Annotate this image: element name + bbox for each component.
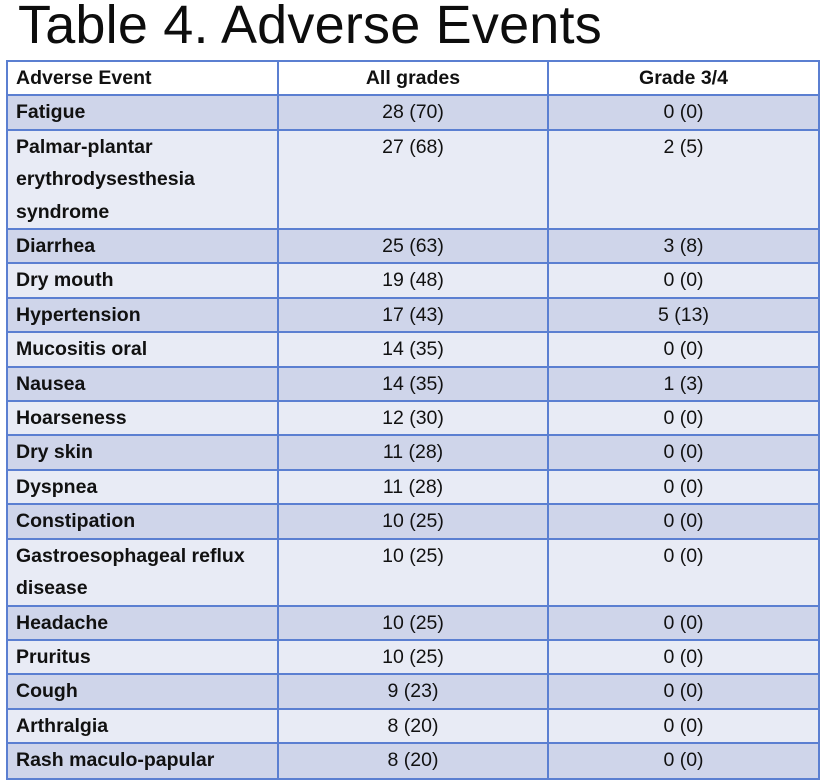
all-grades-cell: 14 (35)	[278, 367, 548, 401]
all-grades-cell: 17 (43)	[278, 298, 548, 332]
table-row	[7, 539, 819, 606]
grade-3-4-cell: 2 (5)	[548, 130, 819, 229]
event-cell: Nausea	[7, 367, 278, 401]
all-grades-cell: 25 (63)	[278, 229, 548, 263]
grade-3-4-cell: 3 (8)	[548, 229, 819, 263]
event-cell: Dry mouth	[7, 263, 278, 297]
column-header-grade-3-4: Grade 3/4	[548, 61, 819, 95]
grade-3-4-cell: 5 (13)	[548, 298, 819, 332]
table-row	[7, 401, 819, 435]
grade-3-4-cell: 0 (0)	[548, 709, 819, 743]
event-cell: Hypertension	[7, 298, 278, 332]
grade-3-4-cell: 0 (0)	[548, 674, 819, 708]
table-row	[7, 709, 819, 743]
event-cell: Fatigue	[7, 95, 278, 129]
table-row	[7, 130, 819, 229]
all-grades-cell: 19 (48)	[278, 263, 548, 297]
grade-3-4-cell: 0 (0)	[548, 332, 819, 366]
column-header-adverse-event: Adverse Event	[7, 61, 278, 95]
table-row	[7, 674, 819, 708]
grade-3-4-cell: 0 (0)	[548, 401, 819, 435]
event-cell: Cough	[7, 674, 278, 708]
table-row	[7, 263, 819, 297]
grade-3-4-cell: 1 (3)	[548, 367, 819, 401]
grade-3-4-cell: 0 (0)	[548, 263, 819, 297]
grade-3-4-cell: 0 (0)	[548, 95, 819, 129]
grade-3-4-cell: 0 (0)	[548, 606, 819, 640]
table-row	[7, 229, 819, 263]
all-grades-cell: 10 (25)	[278, 640, 548, 674]
event-cell: Palmar-plantar erythrodysesthesia syndrome	[7, 130, 278, 229]
all-grades-cell: 11 (28)	[278, 435, 548, 469]
table-row	[7, 367, 819, 401]
grade-3-4-cell: 0 (0)	[548, 640, 819, 674]
all-grades-cell: 27 (68)	[278, 130, 548, 229]
table-row	[7, 470, 819, 504]
page-title: Table 4. Adverse Events	[18, 0, 602, 55]
event-cell: Gastroesophageal reflux disease	[7, 539, 278, 606]
grade-3-4-cell: 0 (0)	[548, 504, 819, 538]
event-cell: Pruritus	[7, 640, 278, 674]
all-grades-cell: 10 (25)	[278, 606, 548, 640]
header-row	[7, 61, 819, 95]
event-cell: Rash maculo-papular	[7, 743, 278, 778]
grade-3-4-cell: 0 (0)	[548, 470, 819, 504]
adverse-events-table	[6, 60, 820, 780]
table-row	[7, 640, 819, 674]
event-cell: Dry skin	[7, 435, 278, 469]
all-grades-cell: 11 (28)	[278, 470, 548, 504]
event-cell: Hoarseness	[7, 401, 278, 435]
all-grades-cell: 8 (20)	[278, 709, 548, 743]
all-grades-cell: 8 (20)	[278, 743, 548, 778]
table-row	[7, 298, 819, 332]
table-row	[7, 95, 819, 129]
event-cell: Constipation	[7, 504, 278, 538]
event-cell: Headache	[7, 606, 278, 640]
event-cell: Dyspnea	[7, 470, 278, 504]
all-grades-cell: 10 (25)	[278, 504, 548, 538]
table-row	[7, 606, 819, 640]
column-header-all-grades: All grades	[278, 61, 548, 95]
all-grades-cell: 10 (25)	[278, 539, 548, 606]
grade-3-4-cell: 0 (0)	[548, 743, 819, 778]
table-row	[7, 332, 819, 366]
all-grades-cell: 28 (70)	[278, 95, 548, 129]
table-row	[7, 504, 819, 538]
table-row	[7, 435, 819, 469]
all-grades-cell: 12 (30)	[278, 401, 548, 435]
grade-3-4-cell: 0 (0)	[548, 435, 819, 469]
event-cell: Arthralgia	[7, 709, 278, 743]
event-cell: Mucositis oral	[7, 332, 278, 366]
all-grades-cell: 14 (35)	[278, 332, 548, 366]
grade-3-4-cell: 0 (0)	[548, 539, 819, 606]
all-grades-cell: 9 (23)	[278, 674, 548, 708]
event-cell: Diarrhea	[7, 229, 278, 263]
